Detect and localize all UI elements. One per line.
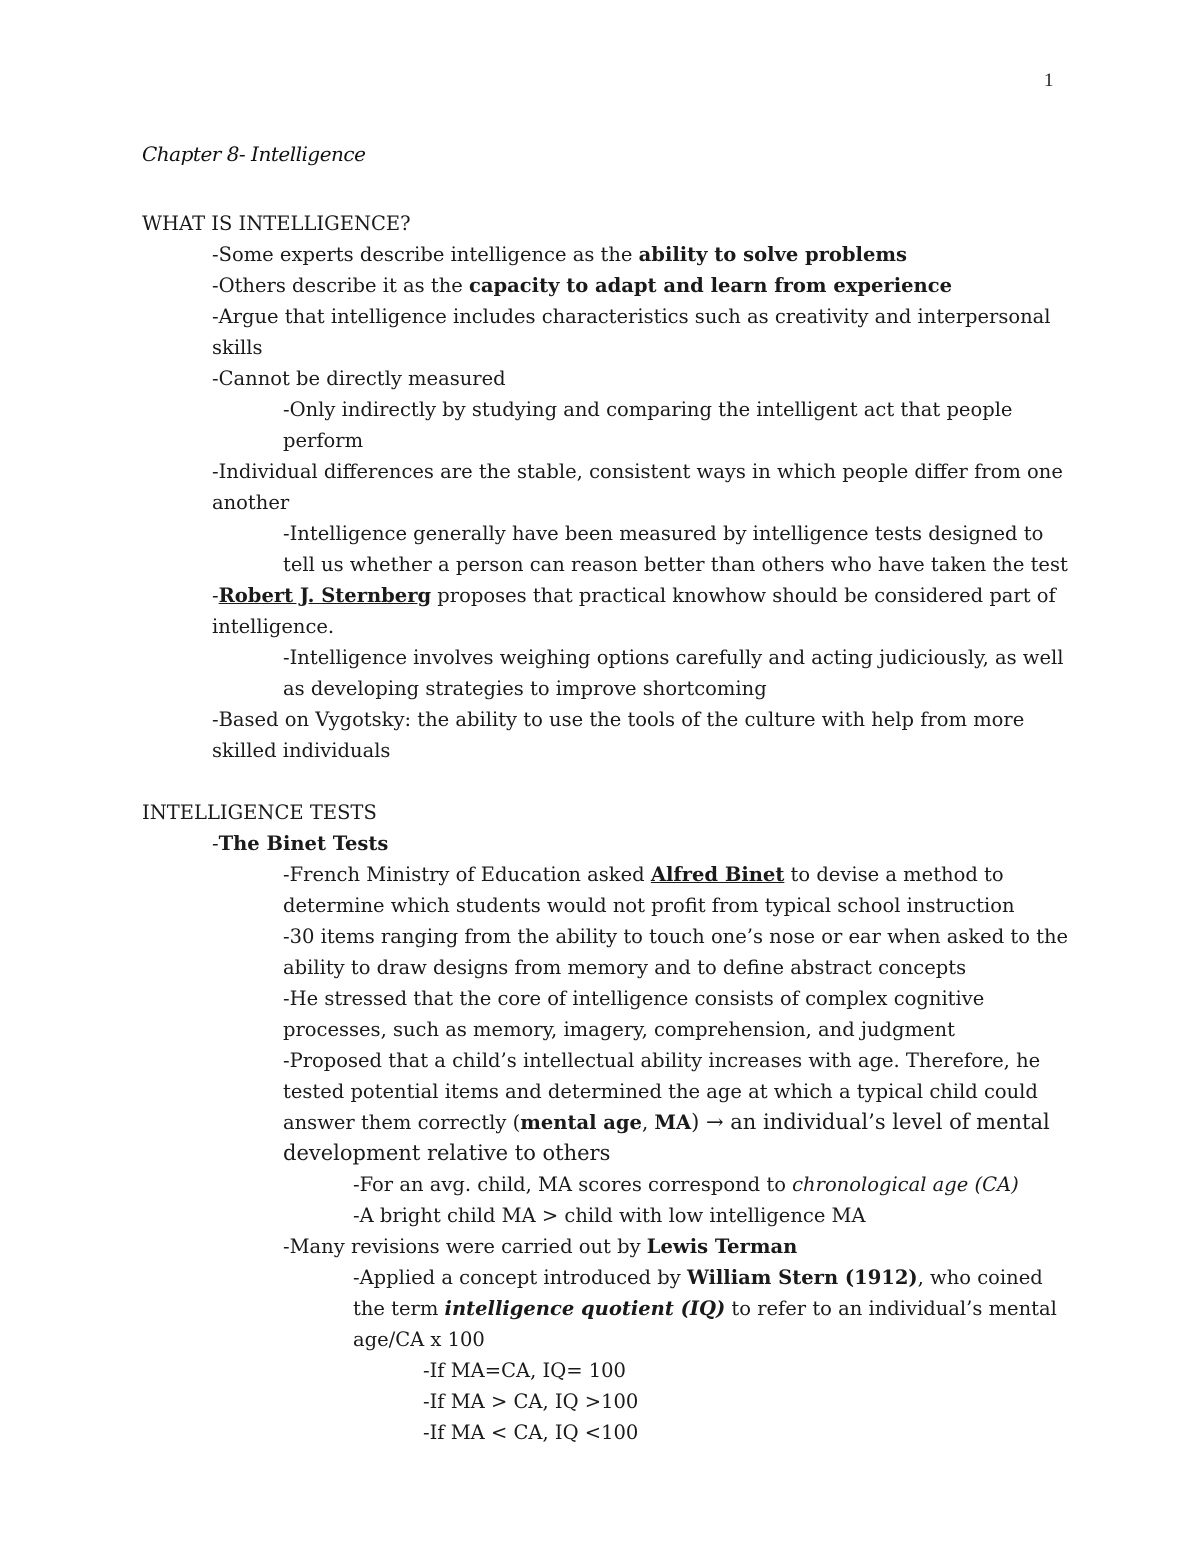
item-text: capacity to adapt and learn from experience <box>469 274 952 297</box>
list-item <box>142 1231 1072 1262</box>
document-body <box>142 208 1072 1448</box>
item-text: Intelligence involves weighing options carefully and acting judiciously, as well as developing strategies to improve shortcoming <box>283 646 1064 700</box>
page-number: 1 <box>1044 70 1054 91</box>
list-item <box>142 363 1072 394</box>
dash-bullet: - <box>212 832 219 855</box>
dash-bullet: - <box>212 460 219 483</box>
section-heading: WHAT IS INTELLIGENCE? <box>142 212 411 235</box>
bullet-list <box>142 239 1072 766</box>
list-item <box>142 642 1072 704</box>
item-text: proposes that practical knowhow should be considered part of intelligence. <box>212 584 1056 638</box>
item-text: For an avg. child, MA scores correspond to <box>359 1173 793 1196</box>
item-text: If MA > CA, IQ >100 <box>429 1390 639 1413</box>
list-item <box>142 1200 1072 1231</box>
item-text: Individual differences are the stable, consistent ways in which people differ from one another <box>212 460 1063 514</box>
section-heading: INTELLIGENCE TESTS <box>142 801 377 824</box>
dash-bullet: - <box>353 1266 360 1289</box>
dash-bullet: - <box>212 305 219 328</box>
dash-bullet: - <box>283 863 290 886</box>
list-item <box>142 239 1072 270</box>
item-text: ability to solve problems <box>638 243 907 266</box>
item-text: intelligence quotient (IQ) <box>444 1297 726 1320</box>
item-text: French Ministry of Education asked <box>289 863 651 886</box>
dash-bullet: - <box>212 274 219 297</box>
list-item <box>142 1386 1072 1417</box>
dash-bullet: - <box>423 1390 430 1413</box>
list-item <box>142 518 1072 580</box>
item-text: , who coined the term <box>353 1266 1043 1320</box>
item-text: 30 items ranging from the ability to touch one’s nose or ear when asked to the ability to draw designs from memory and to define abstract concepts <box>283 925 1069 979</box>
item-text: Some experts describe intelligence as the <box>218 243 639 266</box>
section-gap <box>142 766 1072 797</box>
item-text: He stressed that the core of intelligence consists of complex cognitive processes, such as memory, imagery, comprehension, and judgment <box>283 987 985 1041</box>
item-text: Based on Vygotsky: the ability to use the tools of the culture with help from more skilled individuals <box>212 708 1025 762</box>
list-item <box>142 580 1072 642</box>
dash-bullet: - <box>212 243 219 266</box>
item-text: If MA < CA, IQ <100 <box>429 1421 639 1444</box>
dash-bullet: - <box>283 646 290 669</box>
item-text: The Binet Tests <box>218 832 389 855</box>
dash-bullet: - <box>353 1173 360 1196</box>
item-text: , <box>641 1111 655 1134</box>
item-text: ) → an individual’s level of mental development relative to others <box>283 1110 1050 1165</box>
item-text: Others describe it as the <box>218 274 470 297</box>
list-item <box>142 1169 1072 1200</box>
item-text: mental age <box>520 1111 642 1134</box>
dash-bullet: - <box>423 1359 430 1382</box>
item-text: chronological age (CA) <box>792 1173 1019 1196</box>
item-text: William Stern (1912) <box>686 1266 918 1289</box>
list-item <box>142 983 1072 1045</box>
item-text: Proposed that a child’s intellectual ability increases with age. Therefore, he tested potential items and determined the age at which a typical child could answer them correctly ( <box>283 1049 1041 1134</box>
dash-bullet: - <box>353 1204 360 1227</box>
item-text: Applied a concept introduced by <box>359 1266 687 1289</box>
item-text: Cannot be directly measured <box>218 367 506 390</box>
list-item <box>142 456 1072 518</box>
list-item <box>142 828 1072 859</box>
item-text: A bright child MA > child with low intelligence MA <box>359 1204 866 1227</box>
dash-bullet: - <box>283 925 290 948</box>
dash-bullet: - <box>283 987 290 1010</box>
item-text: to devise a method to determine which students would not profit from typical school instruction <box>283 863 1015 917</box>
item-text: If MA=CA, IQ= 100 <box>429 1359 626 1382</box>
list-item <box>142 1045 1072 1169</box>
item-text: to refer to an individual’s mental age/CA x 100 <box>353 1297 1057 1351</box>
item-text: Alfred Binet <box>650 863 785 886</box>
list-item <box>142 704 1072 766</box>
list-item <box>142 921 1072 983</box>
item-text: Lewis Terman <box>646 1235 798 1258</box>
dash-bullet: - <box>212 708 219 731</box>
dash-bullet: - <box>283 398 290 421</box>
dash-bullet: - <box>283 1235 290 1258</box>
list-item <box>142 1262 1072 1355</box>
list-item <box>142 1417 1072 1448</box>
list-item <box>142 1355 1072 1386</box>
list-item <box>142 859 1072 921</box>
item-text: MA <box>654 1111 692 1134</box>
chapter-title: Chapter 8- Intelligence <box>142 142 366 166</box>
dash-bullet: - <box>283 1049 290 1072</box>
dash-bullet: - <box>423 1421 430 1444</box>
item-text: Robert J. Sternberg <box>218 584 432 607</box>
list-item <box>142 301 1072 363</box>
item-text: Only indirectly by studying and comparing the intelligent act that people perform <box>283 398 1013 452</box>
list-item <box>142 270 1072 301</box>
bullet-list <box>142 828 1072 1448</box>
dash-bullet: - <box>212 584 219 607</box>
item-text: Many revisions were carried out by <box>289 1235 647 1258</box>
dash-bullet: - <box>283 522 290 545</box>
list-item <box>142 394 1072 456</box>
item-text: Intelligence generally have been measured by intelligence tests designed to tell us whether a person can reason better than others who have taken the test <box>283 522 1068 576</box>
dash-bullet: - <box>212 367 219 390</box>
item-text: Argue that intelligence includes characteristics such as creativity and interpersonal skills <box>212 305 1051 359</box>
